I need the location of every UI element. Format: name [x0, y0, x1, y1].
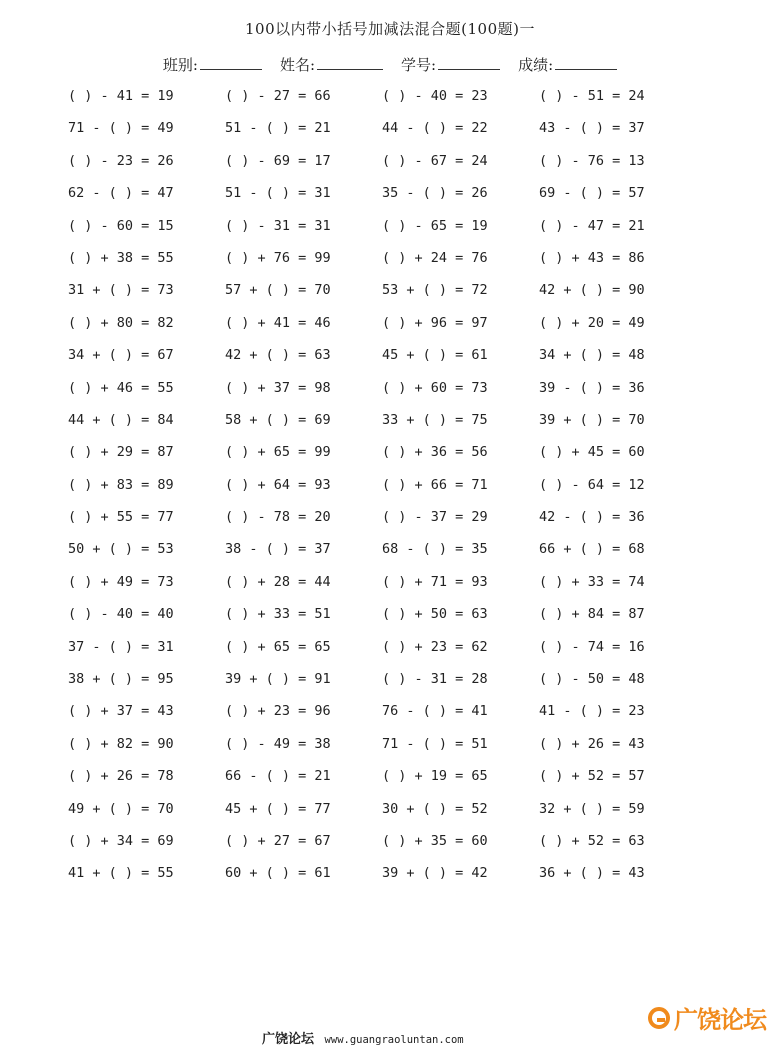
- student-info-row: [0, 54, 780, 75]
- problem-item: ( ) + 50 = 63: [382, 606, 488, 623]
- class-blank[interactable]: [200, 55, 262, 70]
- problem-grid: [68, 86, 708, 896]
- problem-item: ( ) + 65 = 65: [225, 638, 331, 655]
- problem-item: ( ) + 19 = 65: [382, 768, 488, 785]
- problem-item: ( ) + 33 = 74: [539, 573, 645, 590]
- problem-item: ( ) - 74 = 16: [539, 638, 645, 655]
- problem-item: ( ) - 69 = 17: [225, 152, 331, 169]
- problem-item: ( ) + 33 = 51: [225, 606, 331, 623]
- problem-item: ( ) - 23 = 26: [68, 152, 174, 169]
- problem-item: 34 + ( ) = 67: [68, 347, 174, 364]
- problem-item: 58 + ( ) = 69: [225, 411, 331, 428]
- id-label: 学号:: [401, 56, 437, 74]
- problem-item: ( ) + 71 = 93: [382, 573, 488, 590]
- problem-item: 35 - ( ) = 26: [382, 185, 488, 202]
- problem-item: ( ) + 43 = 86: [539, 249, 645, 266]
- problem-item: 39 + ( ) = 70: [539, 411, 645, 428]
- problem-item: 49 + ( ) = 70: [68, 800, 174, 817]
- problem-item: ( ) + 27 = 67: [225, 832, 331, 849]
- problem-item: ( ) - 60 = 15: [68, 217, 174, 234]
- footer-url: www.guangraoluntan.com: [324, 1034, 464, 1046]
- logo-text: 广饶论坛: [674, 1006, 766, 1034]
- problem-item: ( ) + 24 = 76: [382, 249, 488, 266]
- problem-item: ( ) + 41 = 46: [225, 314, 331, 331]
- problem-item: 39 - ( ) = 36: [539, 379, 645, 396]
- problem-item: 38 + ( ) = 95: [68, 671, 174, 688]
- problem-item: ( ) - 31 = 28: [382, 671, 488, 688]
- class-field: [163, 54, 262, 75]
- problem-item: ( ) - 50 = 48: [539, 671, 645, 688]
- problem-item: ( ) + 26 = 43: [539, 735, 645, 752]
- problem-item: ( ) + 23 = 96: [225, 703, 331, 720]
- problem-item: 39 + ( ) = 91: [225, 671, 331, 688]
- problem-item: 38 - ( ) = 37: [225, 541, 331, 558]
- problem-item: 42 + ( ) = 90: [539, 282, 645, 299]
- problem-item: ( ) + 64 = 93: [225, 476, 331, 493]
- problem-item: 45 + ( ) = 77: [225, 800, 331, 817]
- problem-item: ( ) + 29 = 87: [68, 444, 174, 461]
- worksheet-title: 100以内带小括号加减法混合题(100题)一: [245, 20, 535, 38]
- problem-item: ( ) + 65 = 99: [225, 444, 331, 461]
- problem-item: 69 - ( ) = 57: [539, 185, 645, 202]
- problem-item: ( ) + 38 = 55: [68, 249, 174, 266]
- problem-item: ( ) + 82 = 90: [68, 735, 174, 752]
- logo-mark-icon: [648, 1007, 670, 1029]
- problem-item: 53 + ( ) = 72: [382, 282, 488, 299]
- problem-item: ( ) - 64 = 12: [539, 476, 645, 493]
- problem-item: ( ) + 45 = 60: [539, 444, 645, 461]
- problem-item: ( ) - 49 = 38: [225, 735, 331, 752]
- problem-item: ( ) + 84 = 87: [539, 606, 645, 623]
- problem-item: ( ) - 40 = 40: [68, 606, 174, 623]
- problem-item: 33 + ( ) = 75: [382, 411, 488, 428]
- problem-item: ( ) + 60 = 73: [382, 379, 488, 396]
- problem-item: ( ) + 66 = 71: [382, 476, 488, 493]
- problem-item: 51 - ( ) = 21: [225, 120, 331, 137]
- problem-item: ( ) - 78 = 20: [225, 509, 331, 526]
- id-blank[interactable]: [438, 55, 500, 70]
- problem-item: 36 + ( ) = 43: [539, 865, 645, 882]
- problem-item: 41 + ( ) = 55: [68, 865, 174, 882]
- problem-item: ( ) - 41 = 19: [68, 88, 174, 104]
- score-label: 成绩:: [518, 56, 554, 74]
- problem-item: ( ) + 35 = 60: [382, 832, 488, 849]
- problem-item: 31 + ( ) = 73: [68, 282, 174, 299]
- problem-item: ( ) - 67 = 24: [382, 152, 488, 169]
- class-label: 班别:: [162, 56, 198, 74]
- problem-item: 57 + ( ) = 70: [225, 282, 331, 299]
- name-blank[interactable]: [317, 55, 383, 70]
- problem-item: 76 - ( ) = 41: [382, 703, 488, 720]
- problem-item: ( ) + 34 = 69: [68, 832, 174, 849]
- problem-item: ( ) + 96 = 97: [382, 314, 488, 331]
- problem-item: 68 - ( ) = 35: [382, 541, 488, 558]
- problem-item: ( ) - 47 = 21: [539, 217, 645, 234]
- problem-item: 62 - ( ) = 47: [68, 185, 174, 202]
- problem-item: ( ) + 55 = 77: [68, 509, 174, 526]
- problem-item: ( ) - 76 = 13: [539, 152, 645, 169]
- name-label: 姓名:: [279, 56, 315, 74]
- problem-item: ( ) + 37 = 98: [225, 379, 331, 396]
- problem-item: ( ) - 65 = 19: [382, 217, 488, 234]
- id-field: [401, 54, 500, 75]
- problem-item: 44 + ( ) = 84: [68, 411, 174, 428]
- problem-item: ( ) + 28 = 44: [225, 573, 331, 590]
- problem-item: ( ) + 80 = 82: [68, 314, 174, 331]
- problem-item: ( ) + 36 = 56: [382, 444, 488, 461]
- problem-item: 60 + ( ) = 61: [225, 865, 331, 882]
- problem-item: 50 + ( ) = 53: [68, 541, 174, 558]
- problem-item: ( ) + 37 = 43: [68, 703, 174, 720]
- problem-item: ( ) + 46 = 55: [68, 379, 174, 396]
- problem-item: ( ) - 51 = 24: [539, 88, 645, 104]
- problem-item: 44 - ( ) = 22: [382, 120, 488, 137]
- problem-item: 30 + ( ) = 52: [382, 800, 488, 817]
- score-blank[interactable]: [555, 55, 617, 70]
- problem-item: 37 - ( ) = 31: [68, 638, 174, 655]
- problem-item: ( ) - 31 = 31: [225, 217, 331, 234]
- problem-item: ( ) - 27 = 66: [225, 88, 331, 104]
- site-logo: [648, 1000, 766, 1035]
- problem-item: 32 + ( ) = 59: [539, 800, 645, 817]
- problem-item: 66 - ( ) = 21: [225, 768, 331, 785]
- problem-item: 45 + ( ) = 61: [382, 347, 488, 364]
- footer: [262, 1028, 464, 1047]
- problem-item: 42 + ( ) = 63: [225, 347, 331, 364]
- problem-item: ( ) - 40 = 23: [382, 88, 488, 104]
- problem-item: ( ) - 37 = 29: [382, 509, 488, 526]
- problem-item: ( ) + 52 = 57: [539, 768, 645, 785]
- problem-item: ( ) + 52 = 63: [539, 832, 645, 849]
- problem-item: ( ) + 49 = 73: [68, 573, 174, 590]
- problem-item: 39 + ( ) = 42: [382, 865, 488, 882]
- problem-item: ( ) + 26 = 78: [68, 768, 174, 785]
- score-field: [518, 54, 617, 75]
- footer-site-name: 广饶论坛: [262, 1032, 315, 1047]
- problem-item: 42 - ( ) = 36: [539, 509, 645, 526]
- problem-item: 66 + ( ) = 68: [539, 541, 645, 558]
- problem-item: 71 - ( ) = 49: [68, 120, 174, 137]
- name-field: [280, 54, 383, 75]
- problem-item: 71 - ( ) = 51: [382, 735, 488, 752]
- problem-item: 41 - ( ) = 23: [539, 703, 645, 720]
- problem-item: ( ) + 23 = 62: [382, 638, 488, 655]
- problem-item: ( ) + 83 = 89: [68, 476, 174, 493]
- problem-item: 43 - ( ) = 37: [539, 120, 645, 137]
- problem-item: ( ) + 76 = 99: [225, 249, 331, 266]
- problem-item: ( ) + 20 = 49: [539, 314, 645, 331]
- problem-item: 34 + ( ) = 48: [539, 347, 645, 364]
- problem-item: 51 - ( ) = 31: [225, 185, 331, 202]
